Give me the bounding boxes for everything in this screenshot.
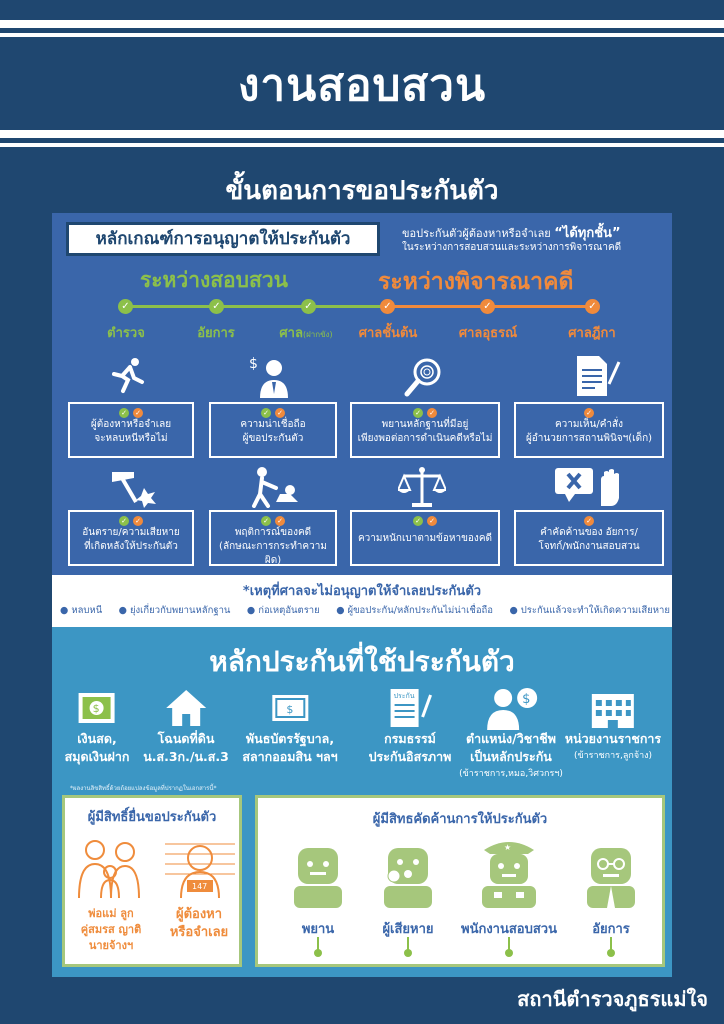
policy-icon bbox=[369, 686, 452, 730]
victim-icon bbox=[378, 846, 438, 912]
check-icon: ✓ bbox=[133, 408, 143, 418]
pin-dot bbox=[505, 949, 513, 957]
check-icon: ✓ bbox=[133, 516, 143, 526]
svg-text:147: 147 bbox=[192, 882, 208, 891]
list-item: ● หลบหนี bbox=[60, 603, 102, 618]
factor-card-severity: ✓ ✓ ความหนักเบาตามข้อหาของคดี bbox=[350, 510, 500, 566]
check-icon: ✓ bbox=[585, 299, 600, 314]
pin-dot bbox=[314, 949, 322, 957]
criteria-heading: หลักเกณฑ์การอนุญาตให้ประกันตัว bbox=[66, 222, 380, 256]
bond-icon bbox=[242, 686, 337, 730]
running-person-icon bbox=[108, 356, 148, 396]
scales-icon bbox=[398, 466, 446, 508]
denial-title: *เหตุที่ศาลจะไม่อนุญาตให้จำเลยประกันตัว bbox=[242, 584, 482, 599]
svg-text:$: $ bbox=[522, 692, 531, 707]
document-pen-icon bbox=[575, 354, 621, 398]
investigator-icon bbox=[476, 836, 542, 912]
factor-card-credibility: ✓ ✓ ความน่าเชื่อถือ ผู้ขอประกันตัว bbox=[209, 402, 337, 458]
suspect-mugshot-icon bbox=[165, 838, 235, 904]
collateral-insurance-policy: ประกัน กรมธรรม์ ประกันอิสรภาพ bbox=[369, 686, 452, 766]
house-icon bbox=[143, 686, 229, 730]
court-first-instance: ศาลชั้นต้น bbox=[358, 326, 418, 341]
applicants-family-label: พ่อแม่ ลูก คู่สมรส ญาติ นายจ้างฯ bbox=[80, 907, 142, 952]
collateral-bonds: $ พันธบัตรรัฐบาล, สลากออมสิน ฯลฯ bbox=[242, 686, 337, 766]
objectors-title: ผู้มีสิทธคัดค้านการให้ประกันตัว bbox=[372, 812, 548, 827]
check-icon: ✓ bbox=[584, 516, 594, 526]
collateral-land-deed: โฉนดที่ดิน น.ส.3ก./น.ส.3 bbox=[143, 686, 229, 766]
check-icon: ✓ bbox=[480, 299, 495, 314]
court-police: ตำรวจ bbox=[107, 326, 145, 341]
footer-org: สถานีตำรวจภูธรแม่ใจ bbox=[517, 987, 708, 1011]
check-icon: ✓ bbox=[413, 516, 423, 526]
stage-trial: ระหว่างพิจารณาคดี bbox=[378, 269, 574, 295]
check-icon: ✓ bbox=[584, 408, 594, 418]
denial-reasons bbox=[60, 603, 670, 618]
check-icon: ✓ bbox=[275, 408, 285, 418]
building-icon bbox=[565, 686, 661, 730]
check-icon: ✓ bbox=[261, 516, 271, 526]
court-detention: ศาล(ฝากขัง) bbox=[279, 326, 333, 341]
svg-text:$: $ bbox=[92, 702, 100, 715]
family-icon bbox=[75, 838, 145, 904]
factor-card-case-conduct: ✓ ✓ พฤติการณ์ของคดี (ลักษณะการกระทำความผิด) bbox=[209, 510, 337, 566]
assault-icon bbox=[250, 466, 302, 508]
stage-investigation: ระหว่างสอบสวน bbox=[140, 268, 288, 292]
witness-icon bbox=[290, 846, 346, 912]
pin-dot bbox=[404, 949, 412, 957]
list-item: ● ประกันแล้วจะทำให้เกิดความเสียหาย bbox=[509, 603, 669, 618]
professional-icon bbox=[459, 686, 563, 730]
factor-card-evidence: ✓ ✓ พยานหลักฐานที่มีอยู่ เพียงพอต่อการดำเนินคดีหรือไม่ bbox=[350, 402, 500, 458]
check-icon: ✓ bbox=[275, 516, 285, 526]
court-appeal: ศาลอุธรณ์ bbox=[458, 326, 518, 341]
top-stripe-1 bbox=[0, 20, 724, 28]
footnote: *ผลงานลิขสิทธิ์ด้วยถ้อยแปลงข้อมูลที่ปรากฏในเอกสารนี้* bbox=[70, 785, 217, 792]
mid-stripe-2 bbox=[0, 143, 724, 147]
check-icon: ✓ bbox=[261, 408, 271, 418]
check-icon: ✓ bbox=[118, 299, 133, 314]
court-prosecutor: อัยการ bbox=[197, 326, 235, 341]
check-icon: ✓ bbox=[209, 299, 224, 314]
objectors-box bbox=[255, 795, 665, 967]
applicants-box bbox=[62, 795, 242, 967]
objector-label: ผู้เสียหาย bbox=[382, 922, 434, 937]
check-icon: ✓ bbox=[119, 516, 129, 526]
check-icon: ✓ bbox=[301, 299, 316, 314]
mid-stripe-1 bbox=[0, 130, 724, 138]
svg-text:ประกัน: ประกัน bbox=[393, 692, 415, 700]
collateral-government-agency: หน่วยงานราชการ (ข้าราชการ,ลูกจ้าง) bbox=[565, 686, 661, 762]
check-icon: ✓ bbox=[427, 408, 437, 418]
collateral-cash: $ เงินสด, สมุดเงินฝาก bbox=[65, 686, 130, 766]
cash-icon bbox=[65, 686, 130, 730]
hammer-explosion-icon bbox=[108, 468, 158, 508]
collateral-title: หลักประกันที่ใช้ประกันตัว bbox=[209, 645, 515, 678]
factor-card-juvenile-opinion: ✓ ความเห็น/คำสั่ง ผู้อำนวยการสถานพินิจฯ(เด็ก) bbox=[514, 402, 664, 458]
svg-text:★: ★ bbox=[504, 843, 512, 852]
list-item: ● ยุ่งเกี่ยวกับพยานหลักฐาน bbox=[119, 603, 231, 618]
criteria-note-line2: ในระหว่างการสอบสวนและระหว่างการพิจารณาคดี bbox=[402, 242, 622, 253]
objector-label: พนักงานสอบสวน bbox=[461, 922, 557, 937]
applicants-title: ผู้มีสิทธิ์ยื่นขอประกันตัว bbox=[87, 810, 217, 825]
applicants-suspect-label: ผู้ต้องหา หรือจำเลย bbox=[169, 907, 229, 940]
criteria-note: ขอประกันตัวผู้ต้องหาหรือจำเลย “ได้ทุกชั้น” bbox=[402, 226, 621, 241]
factor-card-danger: ✓ ✓ อันตราย/ความเสียหาย ที่เกิดหลังให้ประกันตัว bbox=[68, 510, 194, 566]
objector-label: อัยการ bbox=[592, 922, 630, 937]
magnifier-fingerprint-icon bbox=[403, 356, 445, 398]
svg-text:$: $ bbox=[285, 703, 293, 716]
top-stripe-2 bbox=[0, 33, 724, 37]
money-person-icon bbox=[247, 354, 291, 398]
prosecutor-icon bbox=[583, 846, 639, 912]
check-icon: ✓ bbox=[119, 408, 129, 418]
svg-text:$: $ bbox=[249, 356, 258, 372]
objection-hand-icon bbox=[555, 466, 625, 508]
factor-card-flight-risk: ✓ ✓ ผู้ต้องหาหรือจำเลย จะหลบหนีหรือไม่ bbox=[68, 402, 194, 458]
list-item: ● ผู้ขอประกัน/หลักประกันไม่น่าเชื่อถือ bbox=[336, 603, 493, 618]
list-item: ● ก่อเหตุอันตราย bbox=[247, 603, 320, 618]
page-subtitle: ขั้นตอนการขอประกันตัว bbox=[225, 176, 499, 206]
objector-label: พยาน bbox=[301, 922, 335, 937]
check-icon: ✓ bbox=[380, 299, 395, 314]
check-icon: ✓ bbox=[413, 408, 423, 418]
timeline-green bbox=[125, 305, 387, 308]
check-icon: ✓ bbox=[427, 516, 437, 526]
page-title: งานสอบสวน bbox=[237, 60, 487, 111]
court-supreme: ศาลฎีกา bbox=[568, 326, 616, 341]
pin-dot bbox=[607, 949, 615, 957]
collateral-profession: $ ตำแหน่ง/วิชาชีพ เป็นหลักประกัน (ข้าราชการ,หมอ,วิศวกรฯ) bbox=[459, 686, 563, 780]
factor-card-objection: ✓ คำคัดค้านของ อัยการ/ โจทก์/พนักงานสอบสวน bbox=[514, 510, 664, 566]
